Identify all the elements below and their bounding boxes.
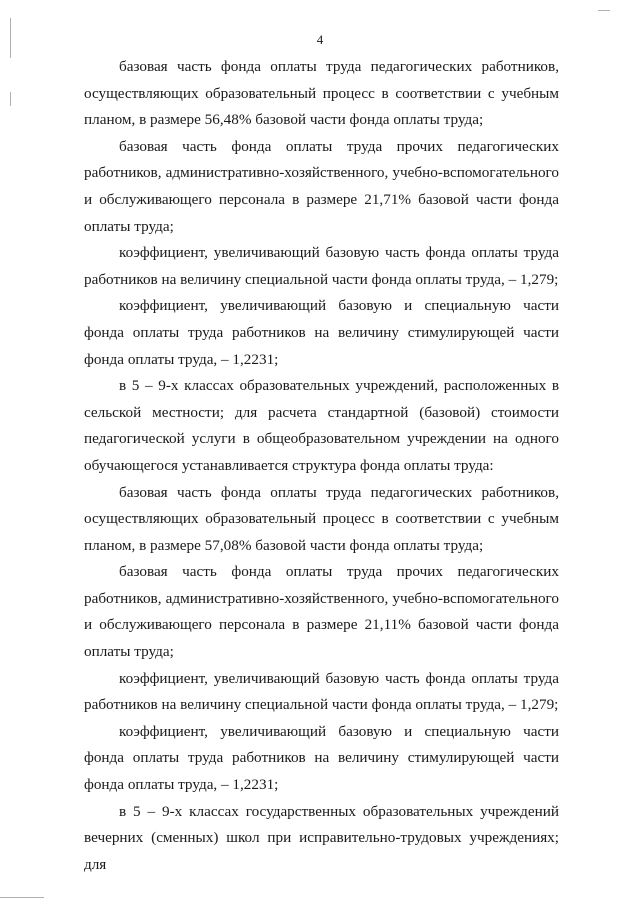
paragraph: коэффициент, увеличивающий базовую часть фонда оплаты труда работников на величину специальной части фонда оплаты труда, – 1,279; bbox=[84, 244, 559, 288]
paragraph: базовая часть фонда оплаты труда прочих педагогических работников, административно-хозяйственного, учебно-вспомогательного и обслуживающего персонала в размере 21,11% базовой части фонда оплаты труда; bbox=[84, 563, 559, 661]
paragraph: базовая часть фонда оплаты труда прочих педагогических работников, административно-хозяйственного, учебно-вспомогательного и обслуживающего персонала в размере 21,71% базовой части фонда оплаты труда; bbox=[84, 137, 559, 235]
scan-corner-mark bbox=[598, 10, 610, 11]
scan-margin-line-bottom bbox=[10, 92, 11, 106]
paragraph: коэффициент, увеличивающий базовую часть фонда оплаты труда работников на величину специальной части фонда оплаты труда, – 1,279; bbox=[84, 669, 559, 714]
paragraph: коэффициент, увеличивающий базовую и специальную части фонда оплаты труда работников на величину стимулирующей части фонда оплаты труда, – 1,2231; bbox=[84, 722, 559, 794]
scan-bottom-line bbox=[0, 897, 44, 898]
document-body bbox=[84, 54, 559, 878]
paragraph: базовая часть фонда оплаты труда педагогических работников, осуществляющих образовательный процесс в соответствии с учебным планом, в размере 57,08% базовой части фонда оплаты труда; bbox=[84, 483, 559, 554]
page-number: 4 bbox=[316, 32, 324, 47]
paragraph: базовая часть фонда оплаты труда педагогических работников, осуществляющих образовательный процесс в соответствии с учебным планом, в размере 56,48% базовой части фонда оплаты труда; bbox=[84, 58, 559, 129]
paragraph: коэффициент, увеличивающий базовую и специальную части фонда оплаты труда работников на величину стимулирующей части фонда оплаты труда, – 1,2231; bbox=[84, 297, 559, 368]
paragraph: в 5 – 9-х классах государственных образовательных учреждений вечерних (сменных) школ при исправительно-трудовых учреждениях; для bbox=[84, 802, 559, 873]
paragraph: в 5 – 9-х классах образовательных учреждений, расположенных в сельской местности; для расчета стандартной (базовой) стоимости педагогической услуги в общеобразовательном учреждении на одного обучающегося устанавливается структура фонда оплаты труда: bbox=[84, 377, 559, 474]
